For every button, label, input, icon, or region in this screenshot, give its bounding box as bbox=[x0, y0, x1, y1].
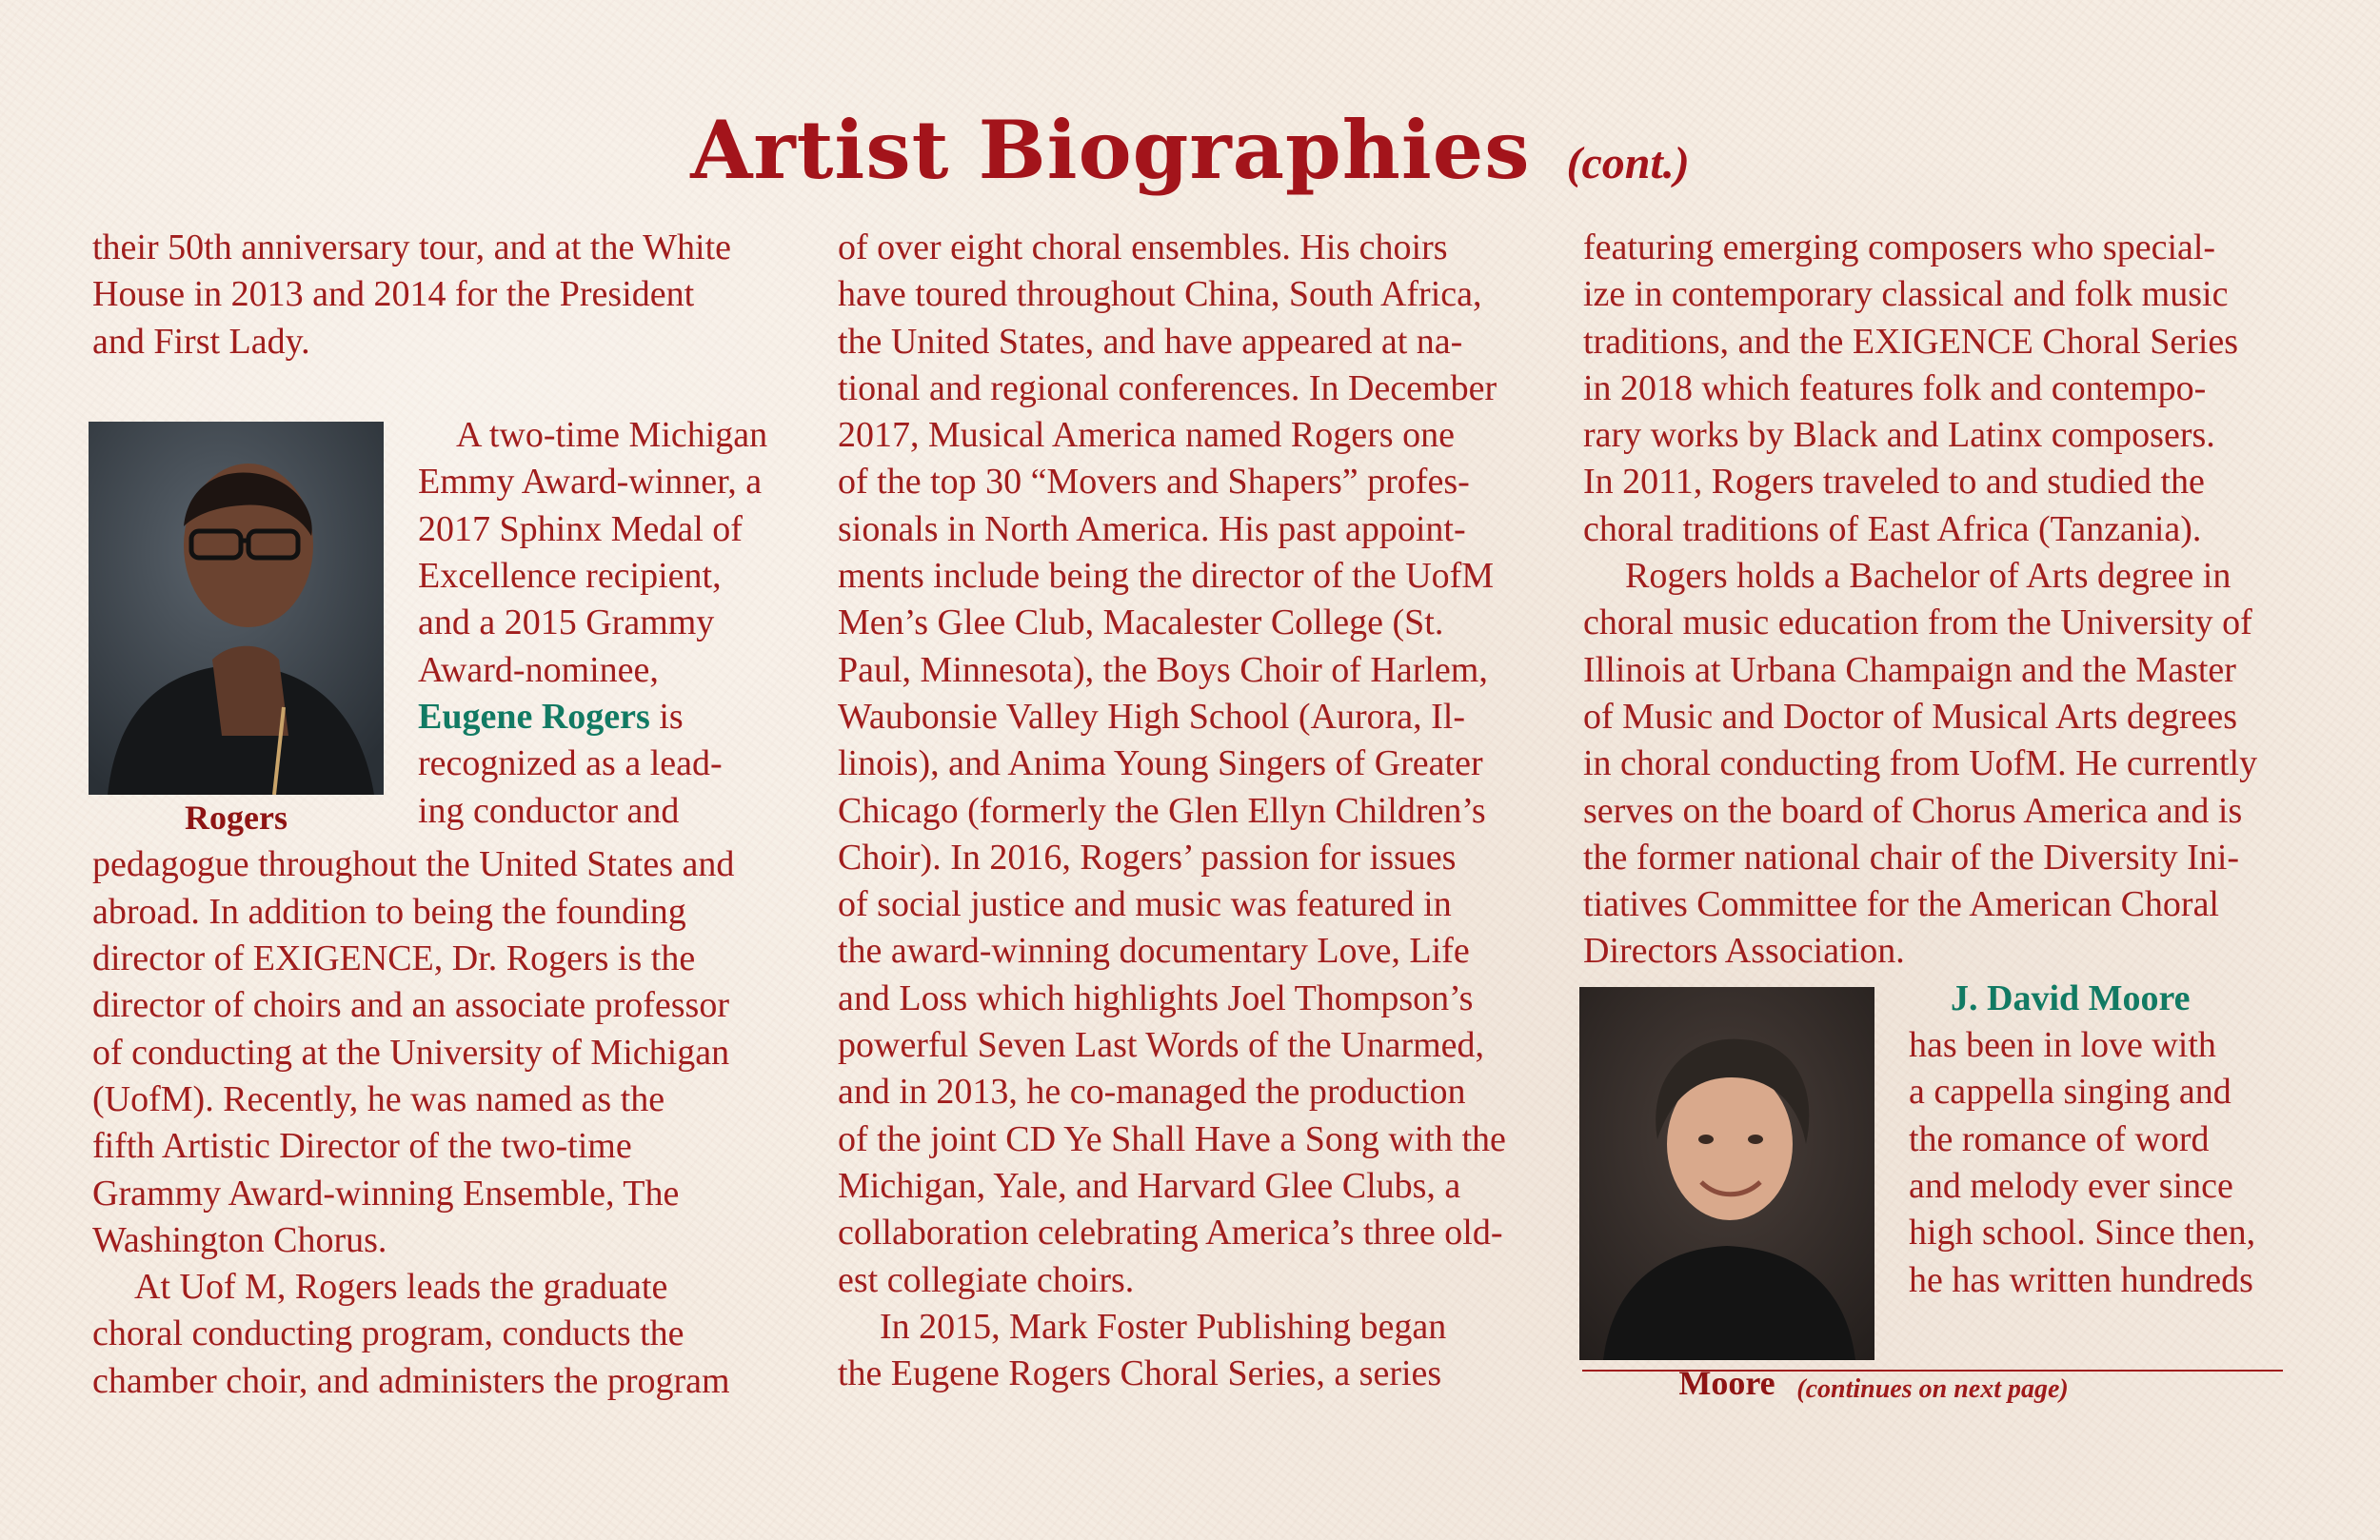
rogers-caption: Rogers bbox=[185, 799, 288, 838]
text-line: serves on the board of Chorus America and is bbox=[1583, 790, 2243, 831]
text-line: Washington Chorus. bbox=[92, 1219, 387, 1260]
page-title bbox=[0, 103, 2380, 197]
text-line: and in 2013, he co-managed the production bbox=[838, 1072, 1466, 1113]
text-line: Award-nominee, bbox=[418, 649, 659, 690]
moore-caption: Moore bbox=[1678, 1363, 1775, 1402]
text-line: have toured throughout China, South Africa, bbox=[838, 274, 1482, 315]
column-3 bbox=[1583, 225, 2283, 1407]
column-2 bbox=[838, 225, 1537, 1397]
text-line: Excellence recipient, bbox=[418, 556, 722, 597]
title-cont: (cont.) bbox=[1566, 138, 1690, 188]
rogers-portrait-image bbox=[89, 422, 384, 795]
text-line: abroad. In addition to being the founding bbox=[92, 891, 686, 932]
text-line: In 2011, Rogers traveled to and studied the bbox=[1583, 462, 2205, 503]
text-line: ing conductor and bbox=[418, 790, 680, 831]
text-line: high school. Since then, bbox=[1909, 1213, 2256, 1254]
text-line: est collegiate choirs. bbox=[838, 1259, 1135, 1300]
divider-rule bbox=[1582, 1370, 2283, 1372]
text-line: and melody ever since bbox=[1909, 1165, 2233, 1206]
text-line: director of choirs and an associate professor bbox=[92, 985, 729, 1026]
text-line: a cappella singing and bbox=[1909, 1072, 2231, 1113]
text-line: pedagogue throughout the United States and bbox=[92, 844, 735, 885]
text-line: fifth Artistic Director of the two-time bbox=[92, 1126, 632, 1167]
text-line: choral traditions of East Africa (Tanzania). bbox=[1583, 508, 2202, 549]
text-line: ize in contemporary classical and folk music bbox=[1583, 274, 2229, 315]
text-line: At Uof M, Rogers leads the graduate bbox=[134, 1267, 668, 1308]
text-line: Paul, Minnesota), the Boys Choir of Harlem, bbox=[838, 649, 1488, 690]
text-line: featuring emerging composers who special- bbox=[1583, 227, 2216, 267]
text-line: of the joint CD Ye Shall Have a Song with the bbox=[838, 1118, 1506, 1159]
text-line: sionals in North America. His past appoint- bbox=[838, 508, 1466, 549]
text-line: 2017, Musical America named Rogers one bbox=[838, 415, 1455, 456]
text-line: of over eight choral ensembles. His choirs bbox=[838, 227, 1448, 267]
text-line: Rogers holds a Bachelor of Arts degree in bbox=[1625, 556, 2231, 597]
text-line: Grammy Award-winning Ensemble, The bbox=[92, 1173, 680, 1214]
text-line: Emmy Award-winner, a bbox=[418, 462, 763, 503]
text-line: Waubonsie Valley High School (Aurora, Il- bbox=[838, 696, 1465, 737]
text-line: the former national chair of the Diversity Ini- bbox=[1583, 837, 2240, 878]
moore-photo bbox=[1579, 987, 1874, 1360]
name-suffix: is bbox=[649, 696, 684, 737]
text-line: linois), and Anima Young Singers of Greater bbox=[838, 743, 1483, 784]
text-line: Men’s Glee Club, Macalester College (St. bbox=[838, 602, 1444, 643]
paragraph-gap bbox=[92, 365, 792, 412]
text-line: the award-winning documentary Love, Life bbox=[838, 931, 1470, 972]
text-line: A two-time Michigan bbox=[456, 415, 768, 456]
text-line: Chicago (formerly the Glen Ellyn Children’s bbox=[838, 790, 1486, 831]
text-line: and First Lady. bbox=[92, 321, 310, 362]
text-line: he has written hundreds bbox=[1909, 1259, 2253, 1300]
rogers-photo bbox=[89, 422, 384, 795]
text-line: and a 2015 Grammy bbox=[418, 602, 715, 643]
text-line: ments include being the director of the UofM bbox=[838, 556, 1495, 597]
moore-portrait-image bbox=[1579, 987, 1874, 1360]
text-line: and Loss which highlights Joel Thompson’s bbox=[838, 977, 1474, 1018]
text-line: of the top 30 “Movers and Shapers” profes- bbox=[838, 462, 1470, 503]
david-moore-name: J. David Moore bbox=[1951, 977, 2191, 1018]
text-line: Michigan, Yale, and Harvard Glee Clubs, a bbox=[838, 1165, 1461, 1206]
text-line: tional and regional conferences. In December bbox=[838, 367, 1497, 408]
text-line: In 2015, Mark Foster Publishing began bbox=[880, 1306, 1447, 1347]
text-line: has been in love with bbox=[1909, 1025, 2216, 1066]
eugene-rogers-name: Eugene Rogers bbox=[418, 696, 650, 737]
text-line: recognized as a lead- bbox=[418, 743, 723, 784]
continues-note: (continues on next page) bbox=[1796, 1374, 2069, 1404]
text-line: traditions, and the EXIGENCE Choral Series bbox=[1583, 321, 2239, 362]
text-line: Choir). In 2016, Rogers’ passion for issues bbox=[838, 837, 1457, 878]
rogers-photo-block bbox=[89, 422, 384, 841]
text-line: their 50th anniversary tour, and at the White bbox=[92, 227, 732, 267]
text-line: collaboration celebrating America’s three old- bbox=[838, 1213, 1503, 1254]
text-line: (UofM). Recently, he was named as the bbox=[92, 1078, 665, 1119]
text-line: choral conducting program, conducts the bbox=[92, 1313, 684, 1354]
text-line: chamber choir, and administers the program bbox=[92, 1360, 730, 1401]
text-line: the Eugene Rogers Choral Series, a series bbox=[838, 1353, 1442, 1394]
column-1 bbox=[92, 225, 792, 1405]
text-line: Directors Association. bbox=[1583, 931, 1905, 972]
text-line: powerful Seven Last Words of the Unarmed, bbox=[838, 1025, 1485, 1066]
moore-photo-block bbox=[1579, 987, 1874, 1407]
text-line: in choral conducting from UofM. He currently bbox=[1583, 743, 2258, 784]
text-line: of social justice and music was featured in bbox=[838, 884, 1452, 925]
text-line: rary works by Black and Latinx composers. bbox=[1583, 415, 2215, 456]
text-line: the United States, and have appeared at na- bbox=[838, 321, 1463, 362]
text-line: 2017 Sphinx Medal of bbox=[418, 508, 743, 549]
title-main: Artist Biographies bbox=[690, 103, 1531, 197]
text-line: the romance of word bbox=[1909, 1118, 2210, 1159]
text-line: tiatives Committee for the American Choral bbox=[1583, 884, 2219, 925]
text-line: in 2018 which features folk and contempo- bbox=[1583, 367, 2207, 408]
text-line: House in 2013 and 2014 for the President bbox=[92, 274, 695, 315]
text-line: of Music and Doctor of Musical Arts degrees bbox=[1583, 696, 2238, 737]
text-line: of conducting at the University of Michigan bbox=[92, 1032, 730, 1073]
text-line: choral music education from the University of bbox=[1583, 602, 2252, 643]
text-line: director of EXIGENCE, Dr. Rogers is the bbox=[92, 938, 696, 979]
text-line: Illinois at Urbana Champaign and the Master bbox=[1583, 649, 2236, 690]
